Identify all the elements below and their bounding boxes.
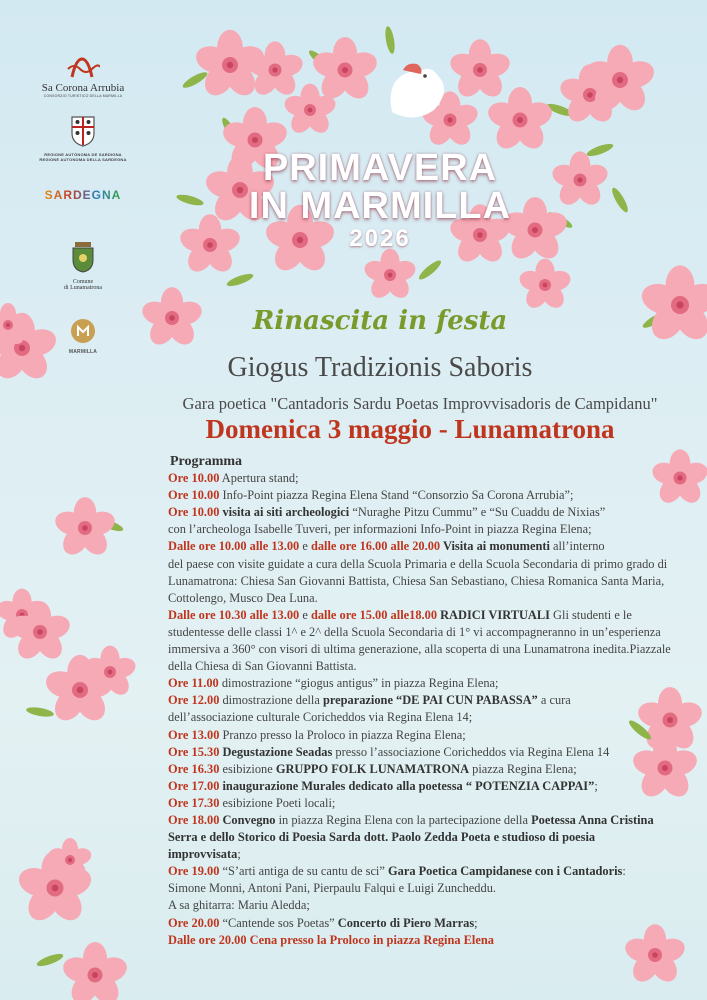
program-highlight: RADICI VIRTUALI xyxy=(437,607,550,622)
program-time: Ore 19.00 xyxy=(168,864,220,879)
title-line1: PRIMAVERA xyxy=(262,147,498,189)
program-time: Cena presso la Proloco in piazza Regina Elena xyxy=(246,932,494,947)
program-text: Apertura stand; xyxy=(219,471,299,486)
program-text: “S’arti antiga de su cantu de sci” xyxy=(219,864,388,879)
program-time: Ore 13.00 xyxy=(168,727,220,742)
program-line xyxy=(168,709,688,726)
program-line xyxy=(168,607,688,624)
sardegna-text: SARDEGNA xyxy=(44,188,122,202)
program-highlight: preparazione “DE PAI CUN PABASSA” xyxy=(322,693,538,708)
program-time: Ore 12.00 xyxy=(168,693,220,708)
program-time: Ore 11.00 xyxy=(168,676,219,691)
program-highlight: visita ai siti archeologici xyxy=(219,505,350,520)
program-line xyxy=(168,744,688,761)
program-line xyxy=(168,829,688,846)
program-text: dell’associazione culturale Coricheddos via Regina Elena 14; xyxy=(168,710,473,725)
program-text: Lunamatrona: Chiesa San Giovanni Battista, Chiesa San Sebastiano, Chiesa Romanica Santa Maria, xyxy=(168,573,665,588)
program-text: della Chiesa di San Giovanni Battista. xyxy=(168,659,357,674)
program-line xyxy=(168,521,688,538)
program-text: in piazza Regina Elena con la partecipazione della xyxy=(275,812,532,827)
program-time: Ore 16.30 xyxy=(168,761,220,776)
program-line xyxy=(168,692,688,709)
program-text: e xyxy=(299,607,311,622)
corona-name: Sa Corona Arrubia xyxy=(41,82,125,94)
program-line xyxy=(168,675,688,692)
program-time: Dalle ore 10.00 alle 13.00 xyxy=(168,539,300,554)
program-text: e xyxy=(299,539,311,554)
program-highlight: Degustazione Seadas xyxy=(219,744,333,759)
program-highlight: Serra e dello Storico di Poesia Sarda dott. Paolo Zedda Poeta e studioso di poesia xyxy=(168,830,596,845)
program-highlight: Poetessa Anna Cristina xyxy=(531,812,654,827)
program-line xyxy=(168,504,688,521)
program-time: Ore 10.00 xyxy=(168,505,220,520)
event-subtitle: Rinascita in festa xyxy=(252,306,508,336)
program-line xyxy=(168,470,688,487)
program-time: dalle ore 15.00 alle18.00 xyxy=(310,607,438,622)
program-text: piazza Regina Elena; xyxy=(469,761,577,776)
marmilla-logo xyxy=(28,318,138,355)
program-text: con l’archeologa Isabelle Tuveri, per informazioni Info-Point in piazza Regina Elena; xyxy=(168,522,592,537)
program-text: “Cantende sos Poetas” xyxy=(219,915,338,930)
program-time: Dalle ore 20.00 xyxy=(168,932,247,947)
program-line xyxy=(168,846,688,863)
program-time: Ore 17.30 xyxy=(168,795,220,810)
program-text: del paese con visite guidate a cura della Scuola Primaria e della Scuola Secondaria di primo grado di xyxy=(168,556,668,571)
program-text: Cottolengo, Musco Dea Luna. xyxy=(168,590,318,605)
program-line xyxy=(168,915,688,932)
program-highlight: Convegno xyxy=(219,812,276,827)
program-line xyxy=(168,880,688,897)
regione-line1: REGIONE AUTÒNOMA DE SARDIGNA xyxy=(44,152,122,157)
program-time: Ore 20.00 xyxy=(168,915,220,930)
event-date-line: Domenica 3 maggio - Lunamatrona xyxy=(205,414,615,444)
program-highlight: inaugurazione Murales dedicato alla poetessa “ POTENZIA CAPPAI” xyxy=(219,778,595,793)
program-line xyxy=(168,932,688,949)
program-text: ; xyxy=(594,778,598,793)
program-line xyxy=(168,761,688,778)
program-text: esibizione xyxy=(219,761,276,776)
corona-sub: CONSORZIO TURISTICO DELLA MARMILLA xyxy=(43,94,123,98)
regione-line2: REGIONE AUTONOMA DELLA SARDEGNA xyxy=(39,157,127,162)
program-highlight: GRUPPO FOLK LUNAMATRONA xyxy=(275,761,470,776)
program-text: studentesse delle classi 1^ e 2^ della Scuola Secondaria di 1° vi accompagneranno in un’esperienza xyxy=(168,624,661,639)
sardinia-crest-icon xyxy=(70,115,96,147)
comune-crest-icon xyxy=(70,240,96,274)
program-time: dalle ore 16.00 alle 20.00 xyxy=(310,539,441,554)
program-text: immersiva a 360° con visori di ultima generazione, alla scoperta di una Lunamatrona inedita.Piazzale xyxy=(168,642,671,657)
program-text: “Nuraghe Pitzu Cummu” e “Su Cuaddu de Nixias” xyxy=(349,505,606,520)
program-line xyxy=(168,897,688,914)
program-highlight: Visita ai monumenti xyxy=(440,539,550,554)
program-text: Simone Monni, Antoni Pani, Pierpaulu Falqui e Luigi Zuncheddu. xyxy=(168,881,496,896)
program-line xyxy=(168,590,688,607)
program-time: Ore 15.30 xyxy=(168,744,220,759)
program-text: esibizione Poeti locali; xyxy=(219,795,336,810)
program-line xyxy=(168,641,688,658)
program-line xyxy=(168,573,688,590)
program-time: Dalle ore 10.30 alle 13.00 xyxy=(168,607,300,622)
program-text: ; xyxy=(237,847,241,862)
program-text: all’interno xyxy=(549,539,605,554)
sardegna-logo xyxy=(28,188,138,202)
program-time: Ore 10.00 xyxy=(168,471,220,486)
corona-arrubia-logo xyxy=(28,55,138,98)
program-text: Pranzo presso la Proloco in piazza Regina Elena; xyxy=(219,727,466,742)
program-text: presso l’associazione Coricheddos via Regina Elena 14 xyxy=(332,744,610,759)
program-time: Ore 17.00 xyxy=(168,778,220,793)
comune-logo xyxy=(28,240,138,291)
program-text: dimostrazione della xyxy=(219,693,323,708)
program-time: Ore 18.00 xyxy=(168,812,220,827)
program-line xyxy=(168,624,688,641)
program-line xyxy=(168,863,688,880)
program-text: Gli studenti e le xyxy=(549,607,632,622)
program-text: A sa ghitarra: Mariu Aledda; xyxy=(168,898,310,913)
marmilla-label: MARMILLA xyxy=(68,349,98,355)
program-line xyxy=(168,778,688,795)
program-time: Ore 10.00 xyxy=(168,488,220,503)
program-text: ; xyxy=(474,915,478,930)
program-line xyxy=(168,487,688,504)
program-heading: Programma xyxy=(170,454,243,469)
title-year: 2026 xyxy=(349,225,411,252)
program-highlight: Gara Poetica Campidanese con i Cantadoris xyxy=(387,864,623,879)
event-subtitle3: Gara poetica "Cantadoris Sardu Poetas Improvvisadoris de Campidanu" xyxy=(182,394,658,413)
program-lines xyxy=(168,470,688,949)
comune-line1: Comune xyxy=(72,279,94,285)
regione-sardegna-logo xyxy=(28,115,138,162)
program-text: : xyxy=(622,864,626,879)
program-text: Info-Point piazza Regina Elena Stand “Consorzio Sa Corona Arrubia”; xyxy=(219,488,574,503)
program-highlight: Concerto di Piero Marras xyxy=(337,915,475,930)
program-line xyxy=(168,538,688,555)
program-line xyxy=(168,812,688,829)
program-text: dimostrazione “giogus antigus” in piazza Regina Elena; xyxy=(218,676,499,691)
title-line2: IN MARMILLA xyxy=(248,185,512,227)
corona-arrubia-icon xyxy=(66,55,100,81)
program-line xyxy=(168,556,688,573)
event-subtitle2: Giogus Tradizionis Saboris xyxy=(227,352,533,383)
program-line xyxy=(168,727,688,744)
program-line xyxy=(168,658,688,675)
program-section xyxy=(168,453,688,949)
program-text: a cura xyxy=(537,693,571,708)
program-line xyxy=(168,795,688,812)
marmilla-badge-icon xyxy=(70,318,96,344)
comune-line2: di Lunamatrona xyxy=(63,285,103,291)
program-highlight: improvvisata xyxy=(168,847,238,862)
